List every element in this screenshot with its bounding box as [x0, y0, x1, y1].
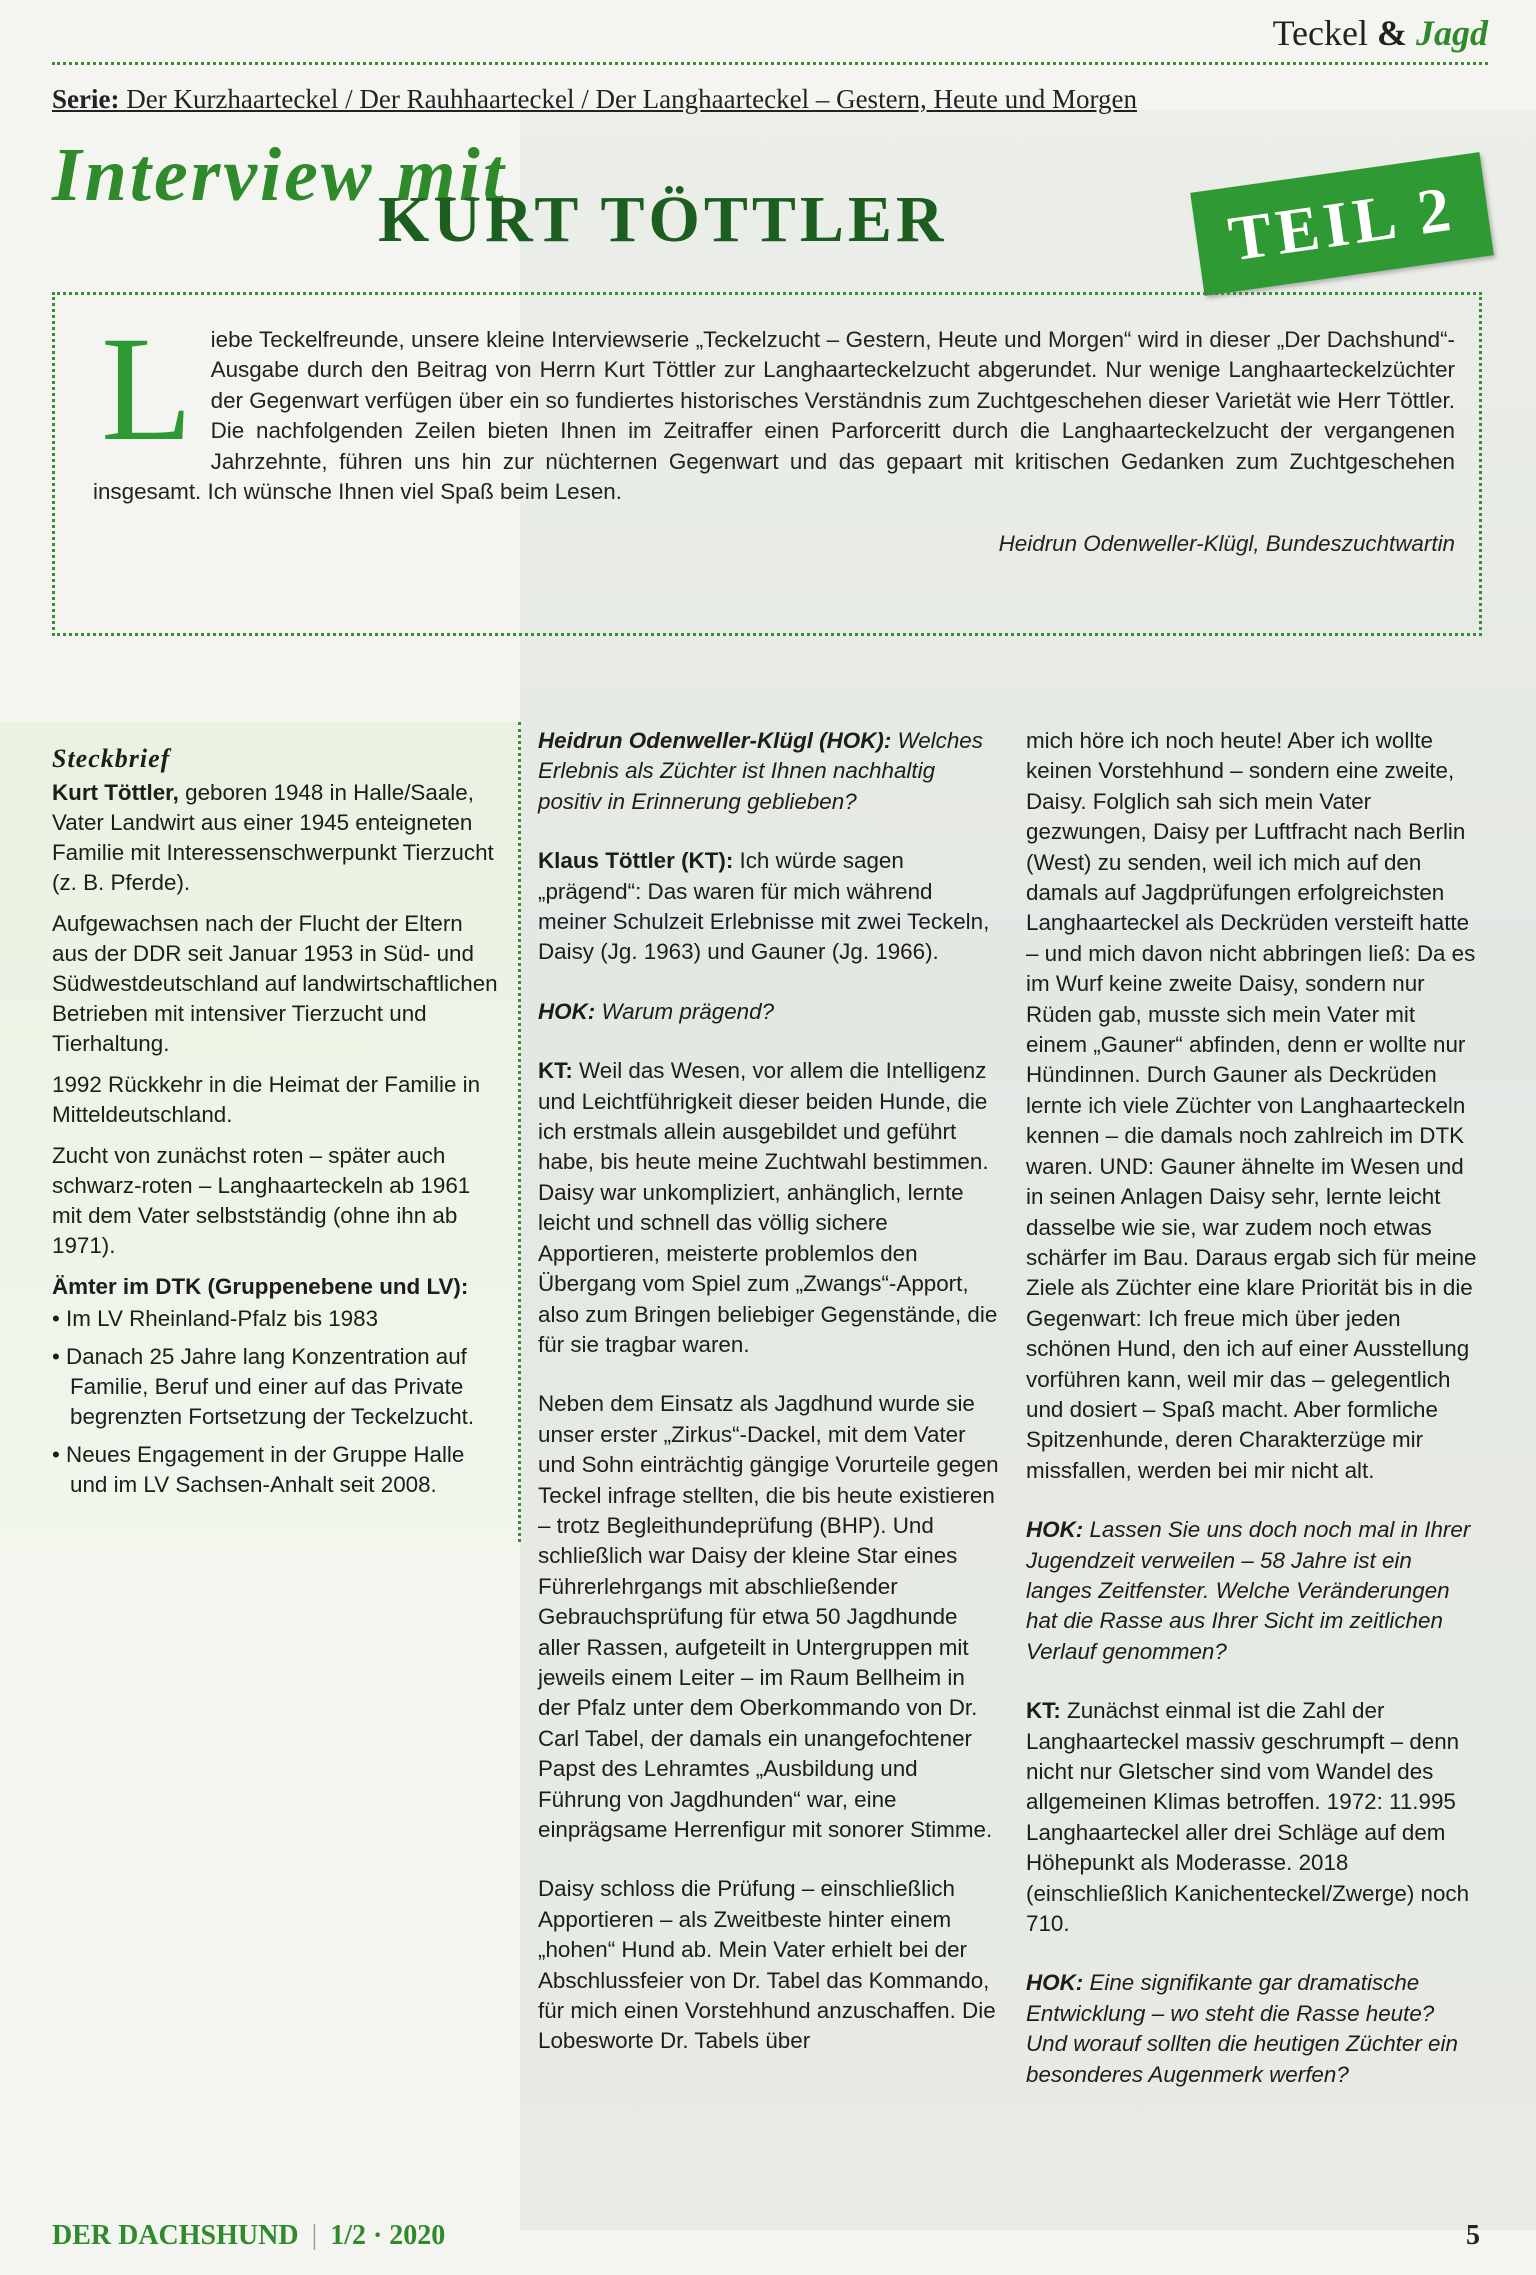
- series-label: Serie:: [52, 84, 120, 114]
- paragraph-3: Neben dem Einsatz als Jagdhund wurde sie unser erster „Zirkus“-Dackel, mit dem Vater und Sohn einträchtig gängige Vorurteile gegen Teckel infrage stellten, die bis heute existieren – trotz Begleithundeprüfung (BHP). Und schließlich war Daisy der kleine Star eines Führerlehrgangs mit abschließender Gebrauchsprüfung für etwa 50 Jagdhunde aller Rassen, aufgeteilt in Untergruppen mit jeweils einem Leiter – im Raum Bellheim in der Pfalz unter dem Oberkommando von Dr. Carl Tabel, der damals ein unangefochtener Papst des Lehramtes „Ausbildung und Führung von Jagdhunden“ war, eine einprägsame Herrenfigur mit sonorer Stimme.: [538, 1391, 999, 1842]
- profile-bio-1: Kurt Töttler, geboren 1948 in Halle/Saale, Vater Landwirt aus einer 1945 enteigneten Familie mit Interessenschwerpunkt Tierzucht (z. B. Pferde).: [52, 780, 494, 895]
- list-item: • Danach 25 Jahre lang Konzentration auf Familie, Beruf und einer auf das Private begrenzten Fortsetzung der Teckelzucht.: [52, 1344, 475, 1429]
- answer-2: KT: Weil das Wesen, vor allem die Intelligenz und Leichtführigkeit dieser beiden Hunde, die ich erstmals allein ausgebildet und geführt habe, bis heute meine Zuchtwahl bestimmen. Daisy war unkompliziert, anhänglich, lernte leicht und schnell das völlig sichere Apportieren, meisterte problemlos den Übergang vom Spiel zum „Zwangs“-Apport, also zum Bringen beliebiger Gegenstände, die für sie tragbar waren.: [538, 1058, 998, 1357]
- profile-bio-4: Zucht von zunächst roten – später auch schwarz-roten – Langhaarteckeln ab 1961 mit dem Vater selbstständig (ohne ihn ab 1971).: [52, 1143, 471, 1258]
- profile-content: [52, 744, 500, 1508]
- list-item: • Neues Engagement in der Gruppe Halle und im LV Sachsen-Anhalt seit 2008.: [52, 1442, 465, 1497]
- question-2: HOK: Warum prägend?: [538, 998, 775, 1024]
- issue-number: 1/2 · 2020: [330, 2220, 446, 2251]
- title-line-1: Interview mit: [52, 133, 507, 217]
- column-divider: [518, 722, 521, 1542]
- section-label: Teckel: [1272, 13, 1368, 53]
- interview-column-3: [1026, 726, 1480, 2119]
- answer-3: KT: Zunächst einmal ist die Zahl der Langhaarteckel massiv geschrumpft – denn nicht nur Gletscher sind vom Wandel des allgemeinen Klimas betroffen. 1972: 11.995 Langhaarteckel aller drei Schläge auf dem Höhepunkt als Moderasse. 2018 (einschließlich Kanichenteckel/Zwerge) noch 710.: [1026, 1698, 1470, 1937]
- intro-signature: Heidrun Odenweller-Klügl, Bundeszuchtwartin: [998, 531, 1455, 557]
- answer-1: Klaus Töttler (KT): Ich würde sagen „prägend“: Das waren für mich während meiner Schulzeit Erlebnisse mit zwei Teckeln, Daisy (Jg. 1963) und Gauner (Jg. 1966).: [538, 848, 990, 965]
- series-line: [52, 84, 1137, 115]
- intro-text: iebe Teckelfreunde, unsere kleine Interviewserie „Teckelzucht – Gestern, Heute und Morgen“ wird in dieser „Der Dachshund“-Ausgabe durch den Beitrag von Herrn Kurt Töttler zur Langhaarteckelzucht abgerundet. Nur wenige Langhaarteckelzüchter der Gegenwart verfügen über ein so fundiertes historisches Verständnis zum Zuchtgeschehen dieser Varietät wie Herr Töttler. Die nachfolgenden Zeilen bieten Ihnen im Zeitraffer einen Parforceritt durch die Langhaarteckelzucht der vergangenen Jahrzehnte, führen uns hin zur nüchternen Gegenwart und das gepaart mit kritischen Gedanken zum Zuchtgeschehen insgesamt. Ich wünsche Ihnen viel Spaß beim Lesen.: [93, 327, 1455, 505]
- magazine-name: DER DACHSHUND: [52, 2220, 299, 2251]
- section-ampersand: &: [1377, 13, 1407, 53]
- part-badge: TEIL 2: [1190, 152, 1494, 296]
- profile-offices-title: Ämter im DTK (Gruppenebene und LV):: [52, 1274, 469, 1299]
- page-number: 5: [1466, 2220, 1480, 2251]
- profile-name: Kurt Töttler,: [52, 780, 179, 805]
- profile-bio-2: Aufgewachsen nach der Flucht der Eltern aus der DDR seit Januar 1953 in Süd- und Südwestdeutschland auf landwirtschaftlichen Betrieben mit intensiver Tierzucht und Tierhaltung.: [52, 911, 498, 1056]
- footer-separator: |: [311, 2220, 318, 2251]
- title-line-2: KURT TÖTTLER: [378, 183, 948, 256]
- intro-box: [52, 292, 1482, 636]
- interview-column-2: [538, 726, 1000, 2086]
- header-divider: [52, 62, 1488, 65]
- question-1: Heidrun Odenweller-Klügl (HOK): Welches Erlebnis als Züchter ist Ihnen nachhaltig positiv in Erinnerung geblieben?: [538, 728, 983, 814]
- profile-box: [0, 722, 518, 1592]
- profile-title: Steckbrief: [52, 744, 171, 773]
- intro-dropcap: L: [101, 306, 193, 472]
- section-header: [1273, 12, 1488, 54]
- list-item: • Im LV Rheinland-Pfalz bis 1983: [52, 1306, 379, 1331]
- profile-offices-list: [52, 1304, 500, 1500]
- paragraph-4: Daisy schloss die Prüfung – einschließlich Apportieren – als Zweitbeste hinter einem „hohen“ Hund ab. Mein Vater erhielt bei der Abschlussfeier von Dr. Tabel das Kommando, für mich einen Vorstehhund anzuschaffen. Die Lobesworte Dr. Tabels über: [538, 1876, 996, 2054]
- section-accent-label: Jagd: [1416, 13, 1488, 53]
- question-4: HOK: Eine signifikante gar dramatische Entwicklung – wo steht die Rasse heute? Und worauf sollten die heutigen Züchter ein besonderes Augenmerk werfen?: [1026, 1970, 1458, 2087]
- question-3: HOK: Lassen Sie uns doch noch mal in Ihrer Jugendzeit verweilen – 58 Jahre ist ein langes Zeitfenster. Welche Veränderungen hat die Rasse aus Ihrer Sicht im zeitlichen Verlauf genommen?: [1026, 1517, 1471, 1664]
- profile-bio-3: 1992 Rückkehr in die Heimat der Familie in Mitteldeutschland.: [52, 1072, 481, 1127]
- paragraph-5: mich höre ich noch heute! Aber ich wollte keinen Vorstehhund – sondern eine zweite, Daisy. Folglich sah sich mein Vater gezwungen, Daisy per Luftfracht nach Berlin (West) zu senden, weil ich mich auf den damals auf Jagdprüfungen erfolgreichsten Langhaarteckel als Deckrüden versteift hatte – und mich davon nicht abbringen ließ: Da es im Wurf keine zweite Daisy, sondern nur Rüden gab, musste sich mein Vater mit einem „Gauner“ abfinden, denn er wollte nur Hündinnen. Durch Gauner als Deckrüden lernte ich viele Züchter von Langhaarteckeln kennen – die damals noch zahlreich im DTK waren. UND: Gauner ähnelte im Wesen und in seinen Anlagen Daisy sehr, lernte leicht dasselbe wie sie, war zudem noch etwas schärfer im Bau. Daraus ergab sich für meine Ziele als Züchter eine klare Priorität bis in die Gegenwart: Ich freue mich über jeden schönen Hund, den ich auf einer Ausstellung vorführen kann, weil mir das – gelegentlich und dosiert – Spaß macht. Aber formliche Spitzenhunde, deren Charakterzüge mir missfallen, werden bei mir nicht alt.: [1026, 728, 1477, 1483]
- footer-magazine: [52, 2220, 445, 2252]
- series-text: Der Kurzhaarteckel / Der Rauhhaarteckel / Der Langhaarteckel – Gestern, Heute und Morgen: [126, 84, 1138, 114]
